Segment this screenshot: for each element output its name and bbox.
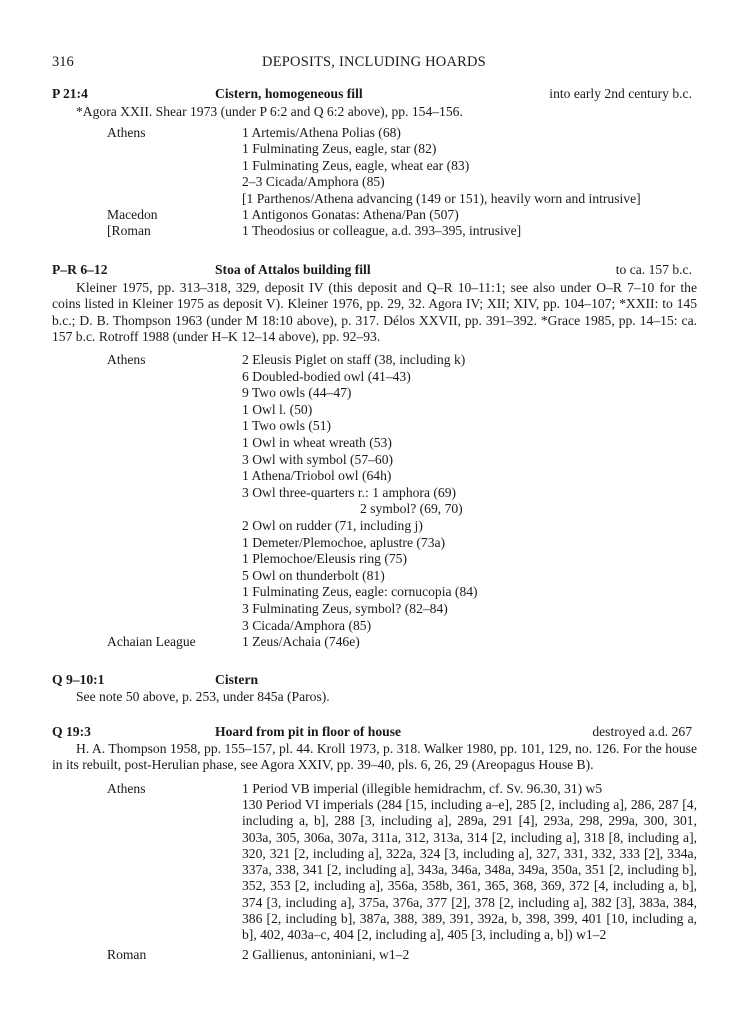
coin-entry: 1 Plemochoe/Eleusis ring (75) bbox=[242, 551, 407, 567]
coin-entry: 1 Athena/Triobol owl (64h) bbox=[242, 468, 392, 484]
references-text: H. A. Thompson 1958, pp. 155–157, pl. 44. Kroll 1973, p. 318. Walker 1980, pp. 101, 129, no. 126. For the house in its rebuilt, post-Herulian phase, see Agora XXIV, pp. 39–40, pls. 6, 26, 29 (Areopagus House B). bbox=[52, 741, 697, 773]
deposit-code: Q 9–10:1 bbox=[52, 672, 105, 687]
deposit-title: Stoa of Attalos building fill bbox=[215, 262, 371, 277]
coin-row bbox=[52, 468, 697, 484]
coin-row bbox=[52, 601, 697, 617]
coin-entry: 9 Two owls (44–47) bbox=[242, 385, 352, 401]
coin-row bbox=[52, 535, 697, 551]
coin-row bbox=[52, 158, 697, 174]
coin-row bbox=[52, 385, 697, 401]
references-text: Kleiner 1975, pp. 313–318, 329, deposit IV (this deposit and Q–R 10–11:1; see also under O–R 7–10 for the coins listed in Kleiner 1975 as deposit V). Kleiner 1976, pp. 29, 32. Agora IV; XII; XIV, pp. 104–107; *XXII: to 145 b.c.; D. B. Thompson 1963 (under M 18:10 above), p. 317. Délos XXVII, pp. 391–392. *Grace 1985, pp. 14–15: ca. 157 b.c. Rotroff 1988 (under H–K 12–14 above), pp. 92–93. bbox=[52, 280, 697, 344]
coin-row bbox=[52, 435, 697, 451]
coin-row bbox=[52, 618, 697, 634]
coin-entry: 2 symbol? (69, 70) bbox=[360, 501, 463, 517]
region-label: Macedon bbox=[107, 207, 158, 222]
coin-row bbox=[52, 634, 697, 650]
deposit-title: Cistern, homogeneous fill bbox=[215, 86, 363, 101]
coin-row bbox=[52, 125, 697, 141]
coin-entry: 2–3 Cicada/Amphora (85) bbox=[242, 174, 385, 190]
coin-entry: 2 Eleusis Piglet on staff (38, including k) bbox=[242, 352, 466, 367]
coin-row bbox=[52, 191, 697, 207]
coin-entry: 1 Zeus/Achaia (746e) bbox=[242, 634, 360, 650]
entry-heading-q9-10 bbox=[52, 672, 692, 689]
deposit-date: to ca. 157 b.c. bbox=[615, 262, 692, 277]
coin-row bbox=[52, 518, 697, 534]
coin-row bbox=[52, 781, 697, 797]
coin-row bbox=[52, 207, 697, 223]
coin-entry-block: 130 Period VI imperials (284 [15, including a–e], 285 [2, including a], 286, 287 [4, including a, b], 288 [3, including a], 289a, 291 [4], 293a, 298, 299a, 300, 301, 303a, 305, 306a, 307a, 311a, 312, 313a, 314 [2, including a], 318 [8, including a], 320, 321 [2, including a], 322a, 324 [3, including a], 327, 331, 332, 333 [2], 334a, 337a, 338, 341 [2, including a], 343a, 346a, 348a, 349a, 350a, 351 [2, including b], 352, 353 [2, including a], 356a, 358b, 361, 365, 368, 369, 372 [4, including a, b], 374 [3, including a], 375a, 376a, 377 [2], 378 [2, including a], 382 [3], 383a, 384, 386 [2, including b], 387a, 388, 389, 391, 392a, b, 398, 399, 401 [10, including a, b], 402, 403a–c, 404 [2, including a], 405 [3, including a, b]) w1–2 bbox=[242, 797, 697, 943]
coin-entry: 3 Cicada/Amphora (85) bbox=[242, 617, 372, 633]
coin-entry: 1 Fulminating Zeus, eagle: cornucopia (84) bbox=[242, 584, 478, 600]
coin-row bbox=[52, 402, 697, 418]
coin-entry: 1 Theodosius or colleague, a.d. 393–395, intrusive] bbox=[242, 223, 522, 239]
coin-entry: 1 Antigonos Gonatas: Athena/Pan (507) bbox=[242, 207, 459, 222]
entry-references-q19-3 bbox=[52, 741, 697, 774]
running-header bbox=[0, 54, 748, 72]
deposit-code: P–R 6–12 bbox=[52, 262, 108, 277]
references-text: See note 50 above, p. 253, under 845a (Paros). bbox=[76, 689, 330, 704]
page-number: 316 bbox=[52, 54, 74, 70]
deposit-date: into early 2nd century b.c. bbox=[549, 86, 692, 101]
coin-row bbox=[52, 352, 697, 368]
region-label: [Roman bbox=[107, 223, 151, 239]
entry-references-q9-10 bbox=[52, 689, 697, 705]
coin-row bbox=[52, 584, 697, 600]
coin-row bbox=[52, 485, 697, 501]
deposit-title: Cistern bbox=[215, 672, 259, 687]
entry-heading-p21-4 bbox=[52, 86, 692, 103]
coin-entry: 5 Owl on thunderbolt (81) bbox=[242, 567, 385, 583]
coin-entry: 3 Owl three-quarters r.: 1 amphora (69) bbox=[242, 484, 457, 500]
coin-entry: 1 Fulminating Zeus, eagle, star (82) bbox=[242, 141, 437, 157]
coin-entry: 2 Gallienus, antoniniani, w1–2 bbox=[242, 947, 410, 962]
coin-entry: [1 Parthenos/Athena advancing (149 or 151), heavily worn and intrusive] bbox=[242, 190, 641, 206]
coin-entry: 1 Owl in wheat wreath (53) bbox=[242, 435, 392, 450]
entry-references-pr6-12 bbox=[52, 280, 697, 345]
coin-row bbox=[52, 501, 697, 517]
deposit-date: destroyed a.d. 267 bbox=[592, 724, 692, 739]
coin-block-period-vi bbox=[242, 797, 697, 944]
coin-row bbox=[52, 369, 697, 385]
deposit-code: Q 19:3 bbox=[52, 724, 91, 739]
coin-row bbox=[52, 223, 697, 239]
coin-entry: 2 Owl on rudder (71, including j) bbox=[242, 518, 423, 533]
deposit-code: P 21:4 bbox=[52, 86, 88, 101]
region-label: Achaian League bbox=[107, 634, 196, 650]
region-label: Athens bbox=[107, 352, 146, 367]
coin-entry: 1 Artemis/Athena Polias (68) bbox=[242, 125, 401, 140]
region-label: Athens bbox=[107, 125, 146, 140]
region-label: Roman bbox=[107, 947, 147, 962]
deposit-title: Hoard from pit in floor of house bbox=[215, 724, 402, 739]
coin-row bbox=[52, 418, 697, 434]
region-label: Athens bbox=[107, 781, 146, 796]
coin-row bbox=[52, 174, 697, 190]
entry-heading-q19-3 bbox=[52, 724, 692, 741]
coin-row bbox=[52, 452, 697, 468]
coin-row bbox=[52, 551, 697, 567]
running-title: DEPOSITS, INCLUDING HOARDS bbox=[262, 54, 486, 70]
coin-entry: 1 Period VB imperial (illegible hemidrachm, cf. Sv. 96.30, 31) w5 bbox=[242, 781, 603, 796]
coin-entry: 3 Fulminating Zeus, symbol? (82–84) bbox=[242, 601, 448, 616]
entry-heading-pr6-12 bbox=[52, 262, 692, 279]
coin-entry: 1 Two owls (51) bbox=[242, 418, 332, 434]
coin-entry: 3 Owl with symbol (57–60) bbox=[242, 451, 394, 467]
coin-row bbox=[52, 141, 697, 157]
entry-references-p21-4 bbox=[52, 104, 697, 120]
coin-row bbox=[52, 947, 697, 963]
coin-entry: 1 Demeter/Plemochoe, aplustre (73a) bbox=[242, 534, 446, 550]
coin-row bbox=[52, 568, 697, 584]
coin-entry: 1 Fulminating Zeus, eagle, wheat ear (83) bbox=[242, 157, 470, 173]
references-text: *Agora XXII. Shear 1973 (under P 6:2 and Q 6:2 above), pp. 154–156. bbox=[76, 104, 463, 119]
coin-entry: 1 Owl l. (50) bbox=[242, 401, 313, 417]
coin-entry: 6 Doubled-bodied owl (41–43) bbox=[242, 368, 411, 384]
